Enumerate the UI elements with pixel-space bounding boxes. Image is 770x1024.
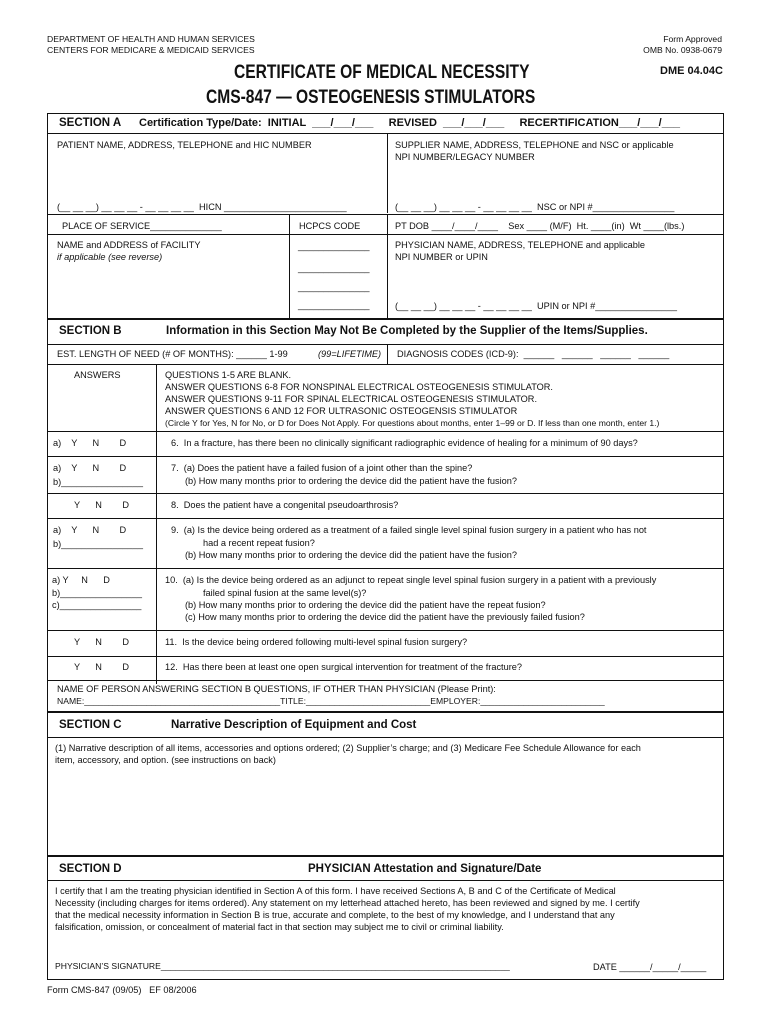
physician-label-2: NPI NUMBER or UPIN	[395, 252, 488, 262]
physician-signature-line[interactable]: PHYSICIAN’S SIGNATURE_________________________________________________________________________	[55, 961, 510, 971]
question-6: 6. In a fracture, has there been no clinically significant radiographic evidence of healing for a minimum of 90 days?	[171, 438, 638, 448]
section-d-text-2: Necessity (including charges for items ordered). Any statement on my letterhead attached hereto, has been reviewed and signed by me. I certify	[55, 898, 640, 908]
form-title-line-2: CMS-847 — OSTEOGENESIS STIMULATORS	[206, 87, 536, 108]
section-d-text-1: I certify that I am the treating physician identified in Section A of this form. I have received Sections A, B and C of the Certificate of Medical	[55, 886, 616, 896]
question-8: 8. Does the patient have a congenital pseudoarthrosis?	[171, 500, 399, 510]
q11-answer[interactable]: Y N D	[74, 637, 129, 647]
section-d-text-4: falsification, omission, or concealment of material fact in that section may subject me to civil or criminal liability.	[55, 922, 504, 932]
question-10a-cont: failed spinal fusion at the same level(s)?	[203, 588, 367, 598]
name-of-person-label: NAME OF PERSON ANSWERING SECTION B QUESTIONS, IF OTHER THAN PHYSICIAN (Please Print):	[57, 684, 496, 694]
question-10b: (b) How many months prior to ordering the device did the patient have the repeat fusion?	[185, 600, 546, 610]
section-d-heading: PHYSICIAN Attestation and Signature/Date	[308, 863, 542, 875]
supplier-label-2: NPI NUMBER/LEGACY NUMBER	[395, 152, 535, 162]
est-length-of-need[interactable]: EST. LENGTH OF NEED (# OF MONTHS): ______ 1-99	[57, 349, 288, 359]
place-of-service[interactable]: PLACE OF SERVICE______________	[62, 221, 222, 231]
instruction-5: (Circle Y for Yes, N for No, or D for Does Not Apply. For questions about months, enter 1–99 or D. If less than one month, enter 1.)	[165, 418, 660, 428]
q10-answer-c[interactable]: c)________________	[52, 600, 142, 610]
supplier-label-1: SUPPLIER NAME, ADDRESS, TELEPHONE and NSC or applicable	[395, 140, 674, 150]
q10-answer-a[interactable]: a) Y N D	[52, 575, 110, 585]
dme-code: DME 04.04C	[660, 65, 723, 77]
section-c-text-1: (1) Narrative description of all items, accessories and options ordered; (2) Supplier’s charge; and (3) Medicare Fee Schedule Allowance for each	[55, 743, 641, 753]
q9-answer-b[interactable]: b)________________	[53, 539, 143, 549]
section-c-text-2: item, accessory, and option. (see instructions on back)	[55, 755, 276, 765]
department-line-1: DEPARTMENT OF HEALTH AND HUMAN SERVICES	[47, 34, 255, 44]
patient-dob-sex-ht-wt[interactable]: PT DOB ____/____/____ Sex ____ (M/F) Ht. ____(in) Wt ____(lbs.)	[395, 221, 685, 231]
physician-label-1: PHYSICIAN NAME, ADDRESS, TELEPHONE and applicable	[395, 240, 646, 250]
name-title-employer-line[interactable]: NAME:_________________________________________TITLE:__________________________EMPLOYER:__________________________	[57, 696, 605, 706]
answers-header: ANSWERS	[74, 370, 121, 380]
instruction-4: ANSWER QUESTIONS 6 AND 12 FOR ULTRASONIC OSTEOGENSIS STIMULATOR	[165, 406, 518, 416]
hcpcs-blank-1[interactable]: ______________	[298, 241, 370, 251]
question-12: 12. Has there been at least one open surgical intervention for treatment of the fracture?	[165, 662, 522, 672]
question-7a: 7. (a) Does the patient have a failed fusion of a joint other than the spine?	[171, 463, 473, 473]
q7-answer-b[interactable]: b)________________	[53, 477, 143, 487]
form-footer-id: Form CMS-847 (09/05) EF 08/2006	[47, 985, 197, 995]
omb-number: OMB No. 0938-0679	[643, 45, 722, 55]
lifetime-note: (99=LIFETIME)	[318, 349, 382, 359]
q6-answer[interactable]: a) Y N D	[53, 438, 127, 448]
section-c-label: SECTION C	[59, 719, 122, 731]
question-7b: (b) How many months prior to ordering the device did the patient have the fusion?	[185, 476, 517, 486]
facility-sublabel: if applicable (see reverse)	[57, 252, 163, 262]
instruction-1: QUESTIONS 1-5 ARE BLANK.	[165, 370, 292, 380]
instruction-3: ANSWER QUESTIONS 9-11 FOR SPINAL ELECTRICAL OSTEOGENESIS STIMULATOR.	[165, 394, 537, 404]
instruction-2: ANSWER QUESTIONS 6-8 FOR NONSPINAL ELECTRICAL OSTEOGENESIS STIMULATOR.	[165, 382, 553, 392]
q12-answer[interactable]: Y N D	[74, 662, 129, 672]
question-11: 11. Is the device being ordered following multi-level spinal fusion surgery?	[165, 637, 468, 647]
question-9a: 9. (a) Is the device being ordered as a treatment of a failed single level spinal fusion surgery in a patient who has not	[171, 525, 647, 535]
section-d-text-3: that the medical necessity information in Section B is true, accurate and complete, to the best of my knowledge, and I understand that any	[55, 910, 615, 920]
physician-phone-upin[interactable]: (__ __ __) __ __ __ - __ __ __ __ UPIN or NPI #________________	[395, 301, 677, 311]
facility-label: NAME and ADDRESS of FACILITY	[57, 240, 201, 250]
question-9a-cont: had a recent repeat fusion?	[203, 538, 315, 548]
section-b-heading: Information in this Section May Not Be Completed by the Supplier of the Items/Supplies.	[166, 325, 648, 337]
section-d-label: SECTION D	[59, 863, 122, 875]
q8-answer[interactable]: Y N D	[74, 500, 129, 510]
question-10c: (c) How many months prior to ordering the device did the patient have the previously failed fusion?	[185, 612, 585, 622]
hcpcs-blank-2[interactable]: ______________	[298, 263, 370, 273]
q9-answer-a[interactable]: a) Y N D	[53, 525, 127, 535]
patient-phone-hicn[interactable]: (__ __ __) __ __ __ - __ __ __ __ HICN ________________________	[57, 202, 347, 212]
signature-date-line[interactable]: DATE ______/_____/_____	[593, 962, 707, 972]
q7-answer-a[interactable]: a) Y N D	[53, 463, 127, 473]
supplier-phone-nsc[interactable]: (__ __ __) __ __ __ - __ __ __ __ NSC or NPI #________________	[395, 202, 675, 212]
hcpcs-code-label: HCPCS CODE	[299, 221, 361, 231]
hcpcs-blank-3[interactable]: ______________	[298, 282, 370, 292]
question-10a: 10. (a) Is the device being ordered as an adjunct to repeat single level spinal fusion surgery in a patient with a previously	[165, 575, 657, 585]
section-a-label: SECTION A	[59, 117, 122, 129]
q10-answer-b[interactable]: b)________________	[52, 588, 142, 598]
question-9b: (b) How many months prior to ordering the device did the patient have the fusion?	[185, 550, 517, 560]
diagnosis-codes[interactable]: DIAGNOSIS CODES (ICD-9): ______ ______ ______ ______	[397, 349, 670, 359]
certification-type-line: Certification Type/Date: INITIAL ___/___/___ REVISED ___/___/___ RECERTIFICATION___/___/___	[139, 117, 681, 129]
hcpcs-blank-4[interactable]: ______________	[298, 300, 370, 310]
patient-label: PATIENT NAME, ADDRESS, TELEPHONE and HIC NUMBER	[57, 140, 312, 150]
form-approved: Form Approved	[663, 34, 722, 44]
form-title-line-1: CERTIFICATE OF MEDICAL NECESSITY	[234, 62, 530, 83]
department-line-2: CENTERS FOR MEDICARE & MEDICAID SERVICES	[47, 45, 255, 55]
section-c-heading: Narrative Description of Equipment and Cost	[171, 719, 417, 731]
section-b-label: SECTION B	[59, 325, 122, 337]
